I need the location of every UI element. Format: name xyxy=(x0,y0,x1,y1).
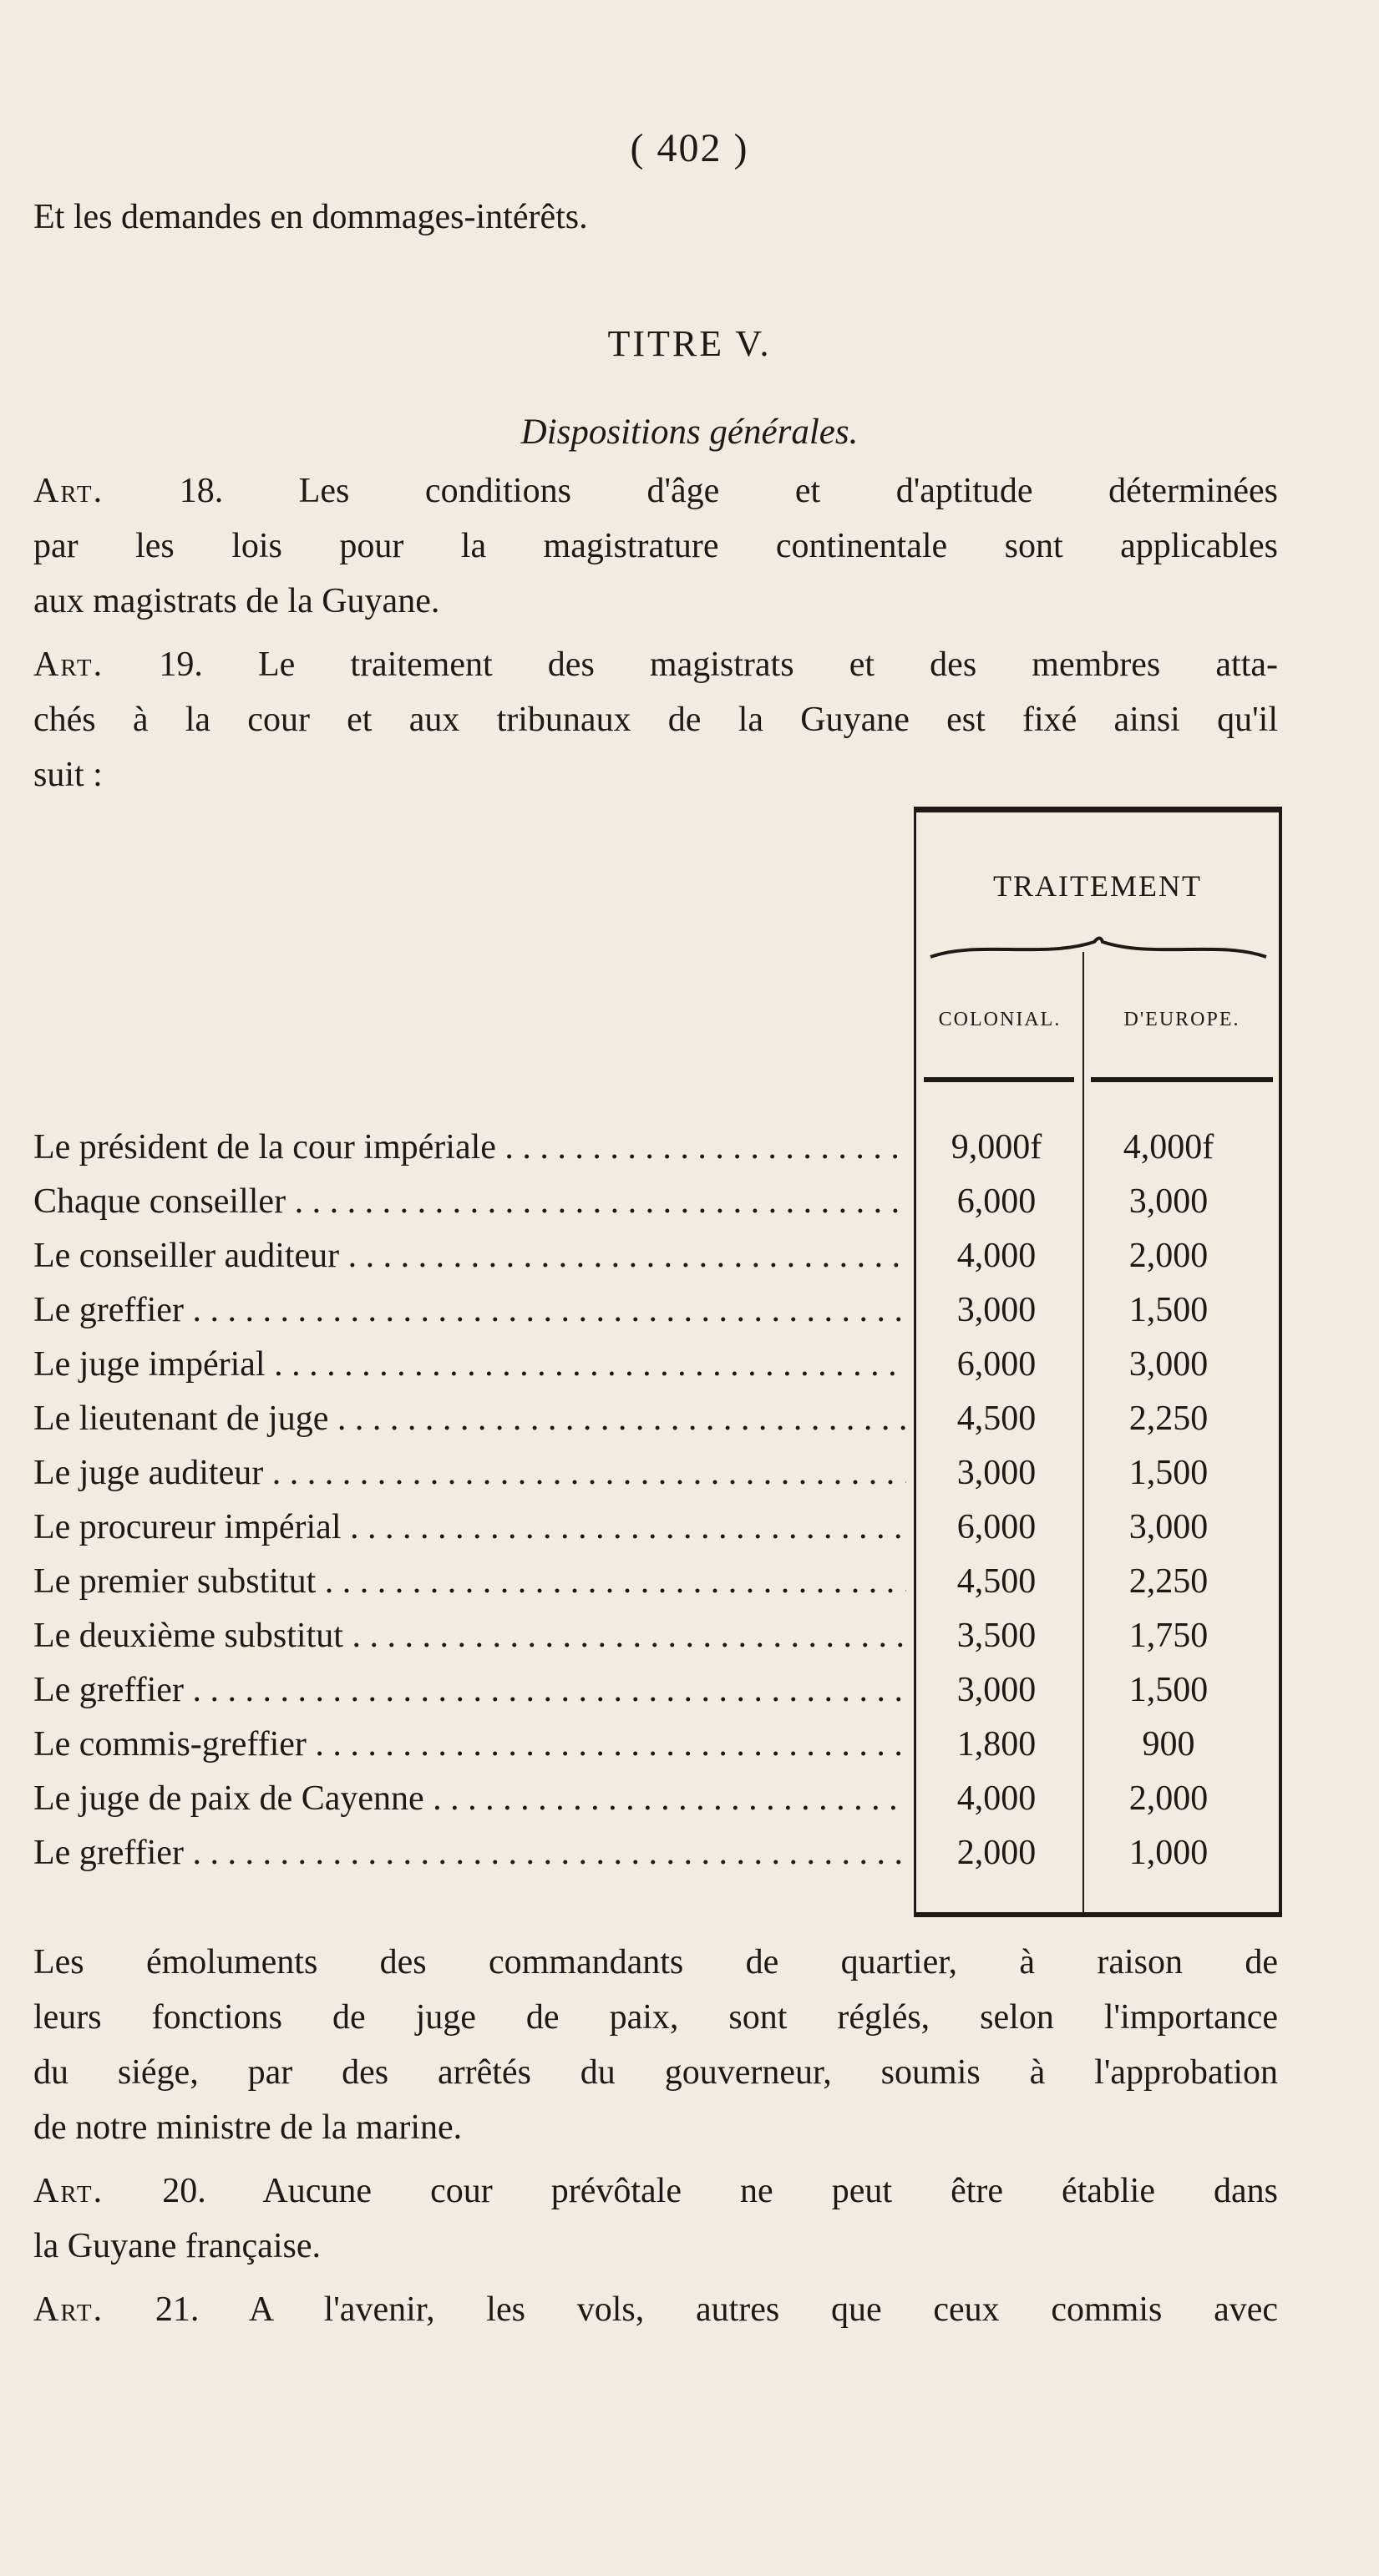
text-line: Et les demandes en dommages-intérêts. xyxy=(33,198,588,236)
row-colonial: 2,000 xyxy=(956,1834,1037,1872)
article-19-line-2: chés à la cour et aux tribunaux de la Guyane est fixé ainsi qu'il xyxy=(33,701,1278,739)
row-label: Le greffier . . . xyxy=(33,1835,906,1871)
row-europe: 2,250 xyxy=(1128,1399,1209,1438)
row-europe: 3,000 xyxy=(1128,1182,1209,1221)
article-label: Art. xyxy=(33,2172,104,2210)
row-europe: 1,000 xyxy=(1128,1834,1209,1872)
emoluments-line-1: Les émoluments des commandants de quartier, à raison de xyxy=(33,1943,1278,1981)
table-row xyxy=(33,1780,1278,1817)
row-europe: 3,000 xyxy=(1128,1345,1209,1384)
row-label: Chaque conseiller . . . xyxy=(33,1183,906,1220)
row-europe: 2,000 xyxy=(1128,1237,1209,1275)
article-text: 20. Aucune cour prévôtale ne peut être établie dans xyxy=(162,2172,1279,2210)
row-label: Le conseiller auditeur . . . xyxy=(33,1237,906,1274)
table-row xyxy=(33,1129,1278,1166)
table-right-border xyxy=(1279,807,1282,1917)
row-europe: 1,500 xyxy=(1128,1671,1209,1709)
row-colonial: 4,000 xyxy=(956,1779,1037,1818)
row-label: Le juge impérial . . . xyxy=(33,1346,906,1383)
row-label: Le juge de paix de Cayenne . . . xyxy=(33,1780,906,1817)
table-row xyxy=(33,1400,1278,1437)
article-20-line-2: la Guyane française. xyxy=(33,2227,321,2265)
row-colonial: 6,000 xyxy=(956,1345,1037,1384)
article-19-line-3: suit : xyxy=(33,756,103,794)
table-row xyxy=(33,1617,1278,1654)
row-colonial: 4,500 xyxy=(956,1399,1037,1438)
article-label: Art. xyxy=(33,2290,104,2329)
article-18-line-3: aux magistrats de la Guyane. xyxy=(33,582,440,620)
row-label: Le greffier . . . xyxy=(33,1672,906,1708)
row-label: Le procureur impérial . . . xyxy=(33,1509,906,1546)
row-label: Le président de la cour impériale . . . xyxy=(33,1129,906,1166)
table-row xyxy=(33,1455,1278,1491)
row-label: Le commis-greffier . . . xyxy=(33,1726,906,1763)
row-europe: 2,000 xyxy=(1128,1779,1209,1818)
table-row xyxy=(33,1183,1278,1220)
row-colonial: 3,000 xyxy=(956,1291,1037,1329)
row-europe: 1,500 xyxy=(1128,1454,1209,1492)
row-colonial: 1,800 xyxy=(956,1725,1037,1764)
page-number: ( 402 ) xyxy=(630,126,749,170)
row-label: Le juge auditeur . . . xyxy=(33,1455,906,1491)
article-text: 19. Le traitement des magistrats et des membres atta- xyxy=(159,645,1279,684)
table-row xyxy=(33,1292,1278,1328)
table-bottom-border xyxy=(914,1912,1281,1917)
row-europe: 900 xyxy=(1142,1725,1195,1764)
row-colonial: 6,000 xyxy=(956,1508,1037,1546)
article-20-line-1 xyxy=(33,2168,1278,2214)
row-colonial: 3,000 xyxy=(956,1454,1037,1492)
row-colonial: 9,000f xyxy=(951,1128,1042,1167)
row-label: Le lieutenant de juge . . . xyxy=(33,1400,906,1437)
table-row xyxy=(33,1237,1278,1274)
emoluments-line-3: du siége, par des arrêtés du gouverneur, soumis à l'approbation xyxy=(33,2053,1278,2092)
article-19-line-1 xyxy=(33,641,1278,688)
emoluments-line-4: de notre ministre de la marine. xyxy=(33,2108,463,2147)
row-label: Le premier substitut . . . xyxy=(33,1563,906,1600)
section-title: TITRE V. xyxy=(607,323,772,364)
article-text: 18. Les conditions d'âge et d'aptitude déterminées xyxy=(179,472,1279,510)
article-text: 21. A l'avenir, les vols, autres que ceux commis avec xyxy=(155,2290,1279,2329)
article-18-line-1 xyxy=(33,468,1278,514)
table-row xyxy=(33,1563,1278,1600)
header-brace-icon xyxy=(927,934,1270,962)
table-row xyxy=(33,1672,1278,1708)
emoluments-line-2: leurs fonctions de juge de paix, sont réglés, selon l'importance xyxy=(33,1998,1278,2037)
table-row xyxy=(33,1346,1278,1383)
article-label: Art. xyxy=(33,472,104,510)
row-europe: 2,250 xyxy=(1128,1562,1209,1601)
column-rule xyxy=(924,1077,1074,1082)
table-col-europe: D'EUROPE. xyxy=(1123,1009,1240,1030)
table-row xyxy=(33,1509,1278,1546)
row-label: Le greffier . . . xyxy=(33,1292,906,1328)
table-header-traitement: TRAITEMENT xyxy=(993,869,1202,903)
row-europe: 3,000 xyxy=(1128,1508,1209,1546)
row-label: Le deuxième substitut . . . xyxy=(33,1617,906,1654)
row-colonial: 4,500 xyxy=(956,1562,1037,1601)
row-colonial: 6,000 xyxy=(956,1182,1037,1221)
article-18-line-2: par les lois pour la magistrature continentale sont applicables xyxy=(33,527,1278,565)
table-row xyxy=(33,1835,1278,1871)
section-subtitle: Dispositions générales. xyxy=(520,412,859,452)
row-colonial: 3,000 xyxy=(956,1671,1037,1709)
row-europe: 1,750 xyxy=(1128,1617,1209,1655)
column-rule xyxy=(1091,1077,1273,1082)
table-top-border xyxy=(914,807,1281,812)
row-colonial: 4,000 xyxy=(956,1237,1037,1275)
row-colonial: 3,500 xyxy=(956,1617,1037,1655)
table-row xyxy=(33,1726,1278,1763)
row-europe: 4,000f xyxy=(1123,1128,1214,1167)
row-europe: 1,500 xyxy=(1128,1291,1209,1329)
table-col-colonial: COLONIAL. xyxy=(938,1009,1062,1030)
article-21-line-1 xyxy=(33,2286,1278,2333)
article-label: Art. xyxy=(33,645,104,684)
